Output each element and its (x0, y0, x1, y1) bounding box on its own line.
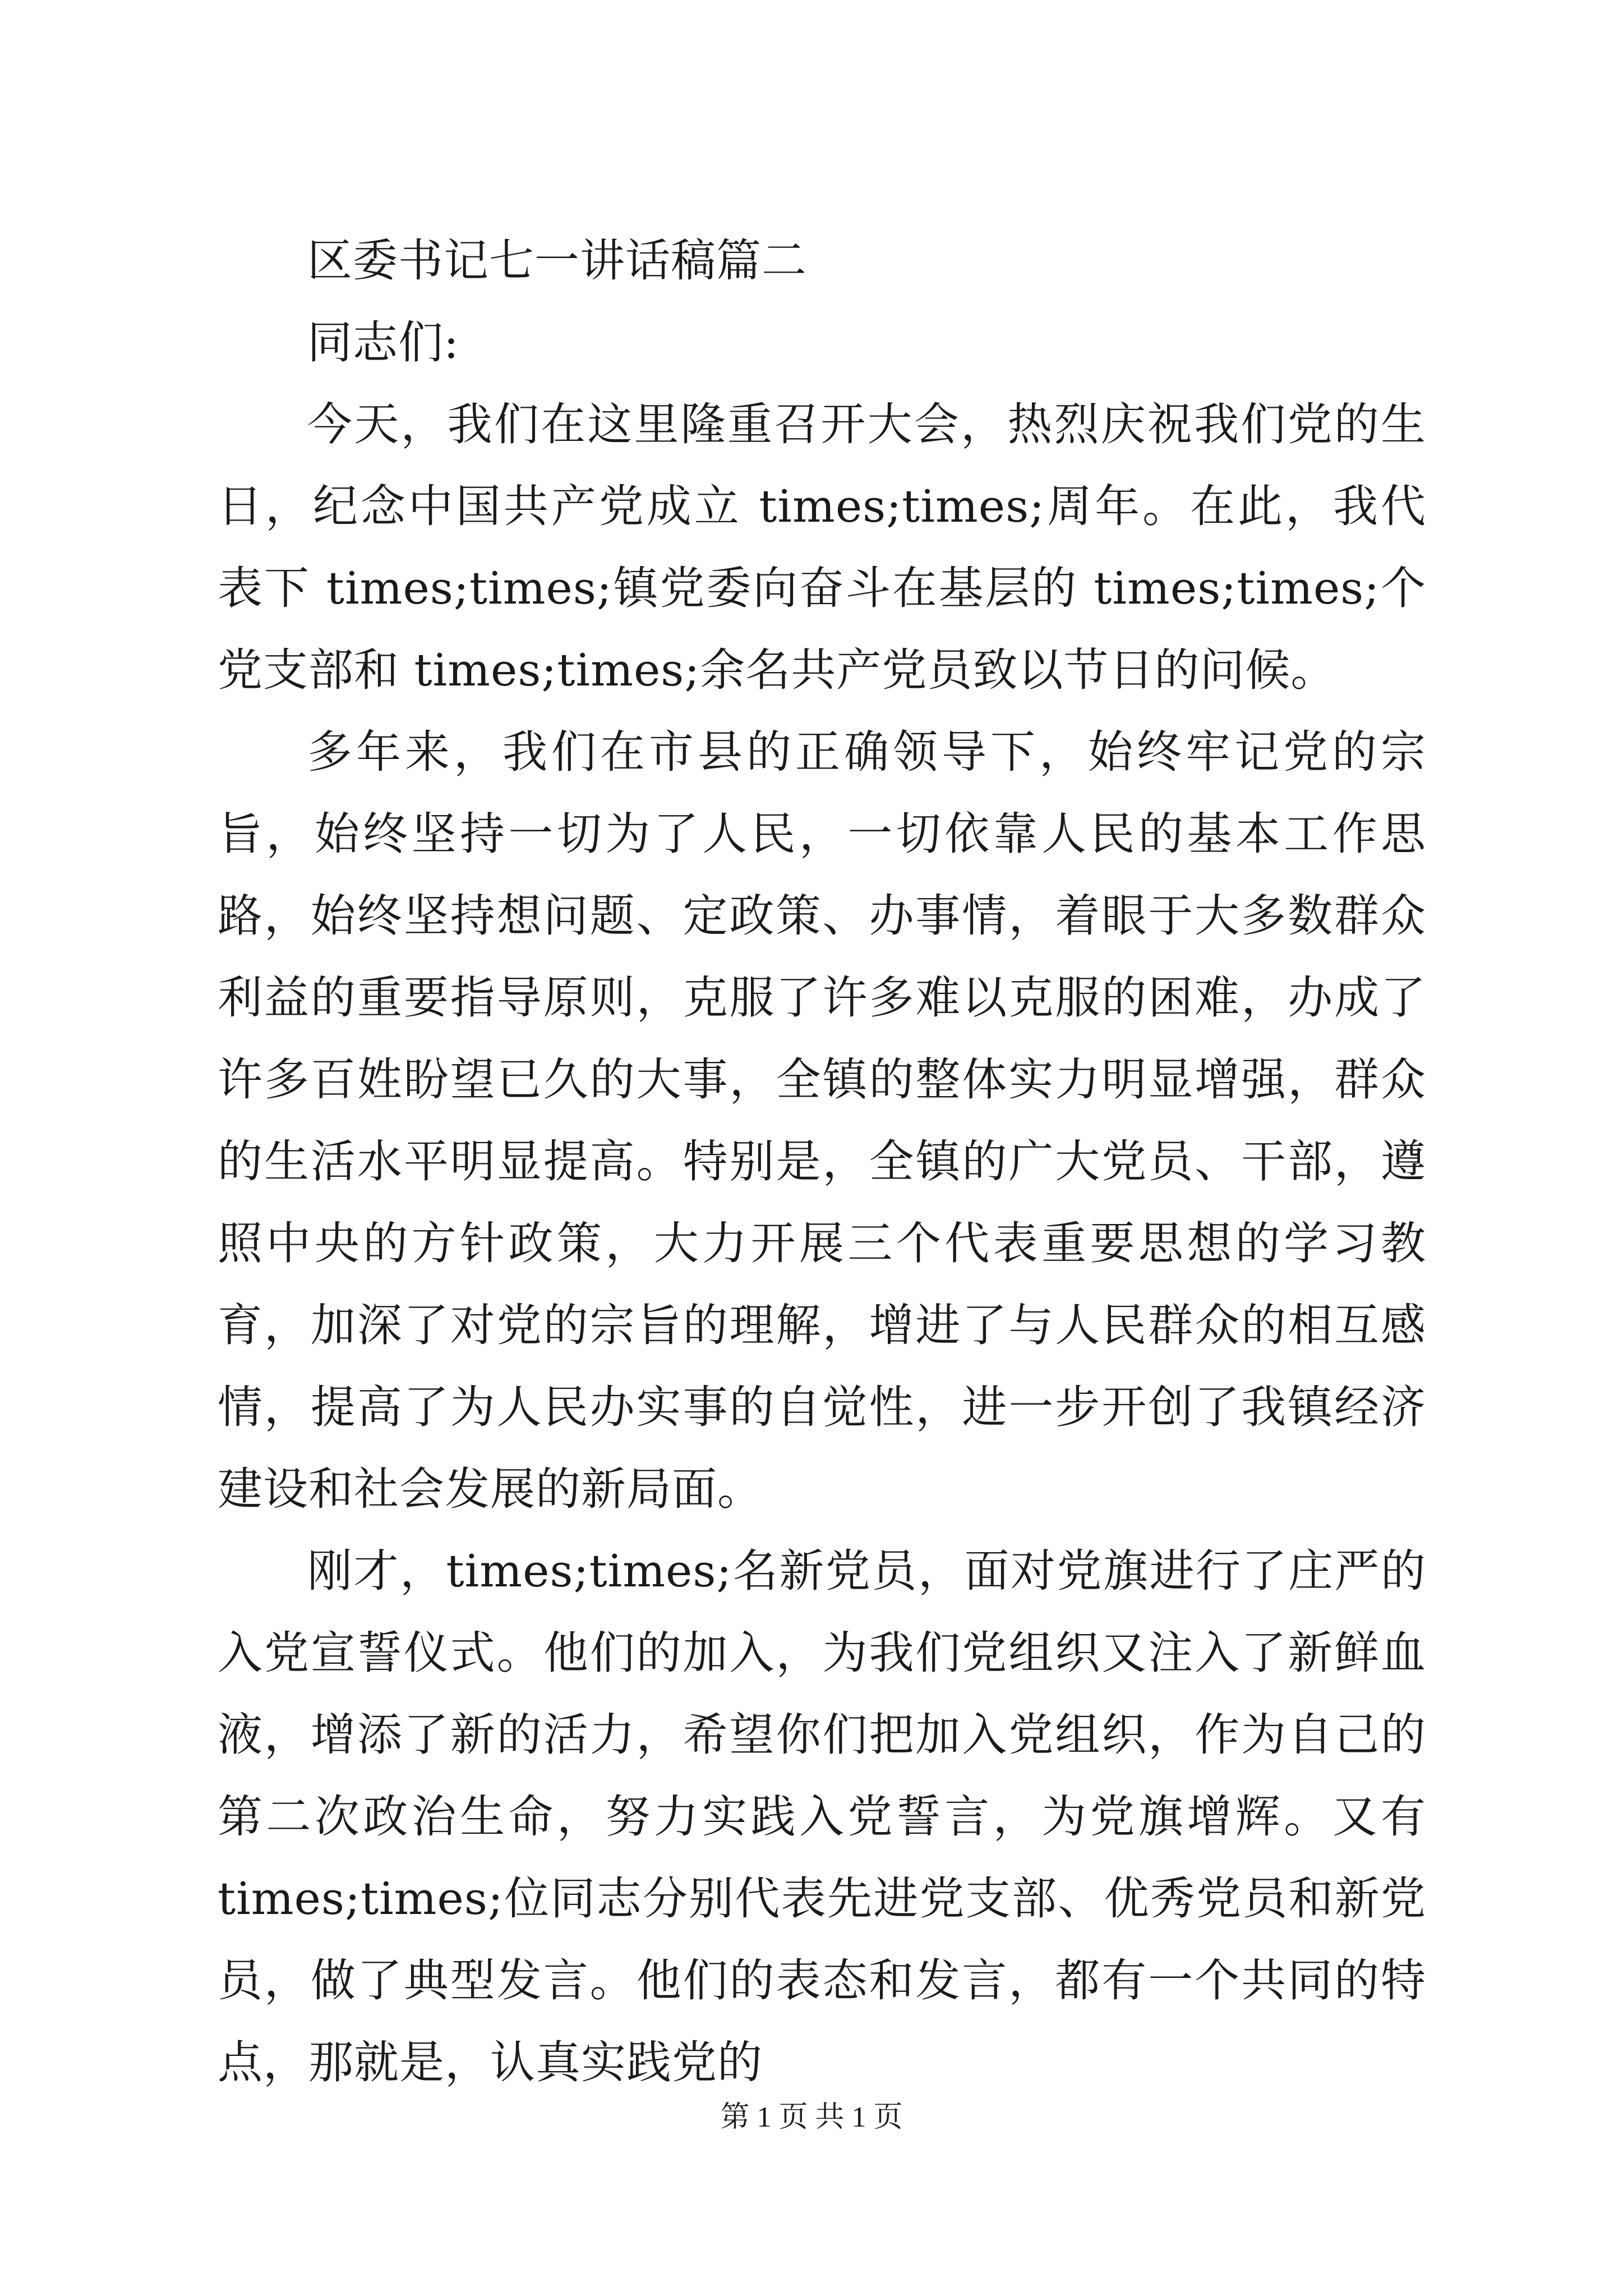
document-body (218, 220, 1426, 2104)
paragraph-3: 刚才，times;times;名新党员，面对党旗进行了庄严的入党宣誓仪式。他们的加入，为我们党组织又注入了新鲜血液，增添了新的活力，希望你们把加入党组织，作为自己的第二次政治生命，努力实践入党誓言，为党旗增辉。又有 times;times;位同志分别代表先进党支部、优秀党员和新党员，做了典型发言。他们的表态和发言，都有一个共同的特点，那就是，认真实践党的 (218, 1545, 1426, 2088)
paragraph-1: 今天，我们在这里隆重召开大会，热烈庆祝我们党的生日，纪念中国共产党成立 times;times;周年。在此，我代表下 times;times;镇党委向奋斗在基层的 times;times;个党支部和 times;times;余名共产党员致以节日的问候。 (218, 398, 1426, 696)
salutation: 同志们: (307, 316, 459, 369)
document-title: 区委书记七一讲话稿篇二 (307, 234, 807, 287)
page-footer: 第 1 页 共 1 页 (720, 2101, 903, 2133)
paragraph-2: 多年来，我们在市县的正确领导下，始终牢记党的宗旨，始终坚持一切为了人民，一切依靠人民的基本工作思路，始终坚持想问题、定政策、办事情，着眼于大多数群众利益的重要指导原则，克服了许多难以克服的困难，办成了许多百姓盼望已久的大事，全镇的整体实力明显增强，群众的生活水平明显提高。特别是，全镇的广大党员、干部，遵照中央的方针政策，大力开展三个代表重要思想的学习教育，加深了对党的宗旨的理解，增进了与人民群众的相互感情，提高了为人民办实事的自觉性，进一步开创了我镇经济建设和社会发展的新局面。 (218, 726, 1426, 1515)
